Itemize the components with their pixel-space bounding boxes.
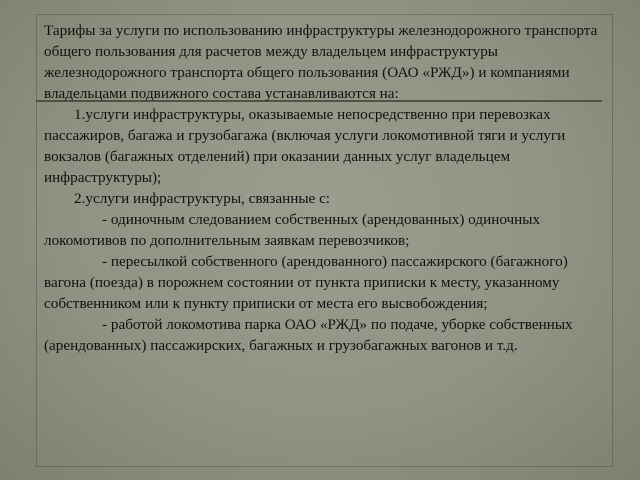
list-item-1: 1.услуги инфраструктуры, оказываемые непосредственно при перевозках пассажиров, багажа и грузобагажа (включая услуги локомотивной тяги и услуги вокзалов (багажных отделений) при оказании данных услуг владельцем инфраструктуры); (44, 106, 566, 186)
sub-item-1: - одиночным следованием собственных (арендованных) одиночных локомотивов по дополнительным заявкам перевозчиков; (44, 211, 541, 249)
slide-body (44, 20, 610, 356)
sub-item-3: - работой локомотива парка ОАО «РЖД» по подаче, уборке собственных (арендованных) пассажирских, багажных и грузобагажных вагонов и т.д. (44, 316, 573, 354)
list-item-2: 2.услуги инфраструктуры, связанные с: (74, 190, 331, 207)
intro-paragraph: Тарифы за услуги по использованию инфраструктуры железнодорожного транспорта общего пользования для расчетов между владельцем инфраструктуры железнодорожного транспорта общего пользования (ОАО «РЖД») и компаниями владельцами подвижного состава устанавливаются на: (44, 22, 598, 102)
sub-item-2: - пересылкой собственного (арендованного) пассажирского (багажного) вагона (поезда) в порожнем состоянии от пункта приписки к месту, указанному собственником или к пункту приписки от места его высвобождения; (44, 253, 568, 312)
